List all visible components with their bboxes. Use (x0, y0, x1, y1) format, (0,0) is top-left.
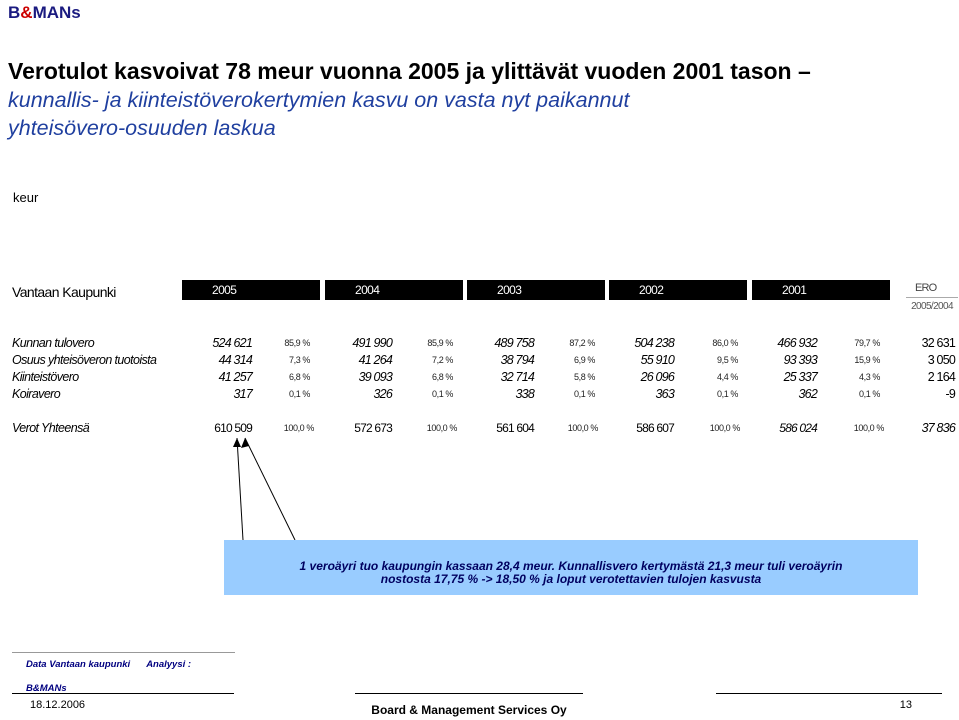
slide-subtitle-line1: kunnallis- ja kiinteistöverokertymien kasvu on vasta nyt paikannut (8, 88, 630, 112)
arrow-head (233, 438, 241, 447)
table-cell-pct: 5,8 % (573, 372, 595, 382)
year-header-2002: 2002 (609, 280, 747, 300)
total-cell-pct: 100,0 % (853, 423, 884, 433)
slide-subtitle-line2: yhteisövero-osuuden laskua (8, 116, 276, 140)
table-cell-pct: 4,3 % (858, 372, 880, 382)
total-cell: 610 509 (214, 421, 252, 435)
year-header-2004: 2004 (325, 280, 463, 300)
year-header-2005: 2005 (182, 280, 320, 300)
source-credits (12, 652, 235, 694)
total-cell-pct: 100,0 % (426, 423, 457, 433)
table-cell: 489 758 (494, 336, 534, 350)
total-cell-pct: 100,0 % (709, 423, 740, 433)
total-cell: 561 604 (496, 421, 534, 435)
info-callout (224, 540, 918, 595)
total-cell: 586 024 (779, 421, 817, 435)
table-cell-pct: 15,9 % (854, 355, 880, 365)
table-cell: 38 794 (500, 353, 534, 367)
row-label: Kunnan tulovero (12, 336, 95, 350)
diff-header: ERO (915, 282, 937, 294)
table-cell-pct: 4,4 % (716, 372, 738, 382)
row-label: Kiinteistövero (12, 370, 79, 384)
analysis-credit: Analyysi : B&MANs (26, 659, 192, 694)
table-cell-pct: 6,9 % (573, 355, 595, 365)
arrow-line (237, 438, 243, 540)
table-cell: 26 096 (640, 370, 674, 384)
table-cell-pct: 0,1 % (858, 389, 880, 399)
table-cell-pct: 0,1 % (573, 389, 595, 399)
total-row-label: Verot Yhteensä (12, 421, 90, 435)
total-cell-pct: 100,0 % (567, 423, 598, 433)
table-cell-pct: 9,5 % (716, 355, 738, 365)
table-cell-pct: 0,1 % (431, 389, 453, 399)
table-cell: 41 264 (358, 353, 392, 367)
year-header-2001: 2001 (752, 280, 890, 300)
table-cell-pct: 85,9 % (427, 338, 453, 348)
footer-page-box (716, 693, 942, 720)
table-cell-pct: 7,2 % (431, 355, 453, 365)
total-cell-pct: 100,0 % (283, 423, 314, 433)
table-cell-pct: 7,3 % (288, 355, 310, 365)
total-cell-diff: 37 836 (921, 421, 955, 435)
table-cell: 491 990 (352, 336, 392, 350)
table-cell-pct: 0,1 % (716, 389, 738, 399)
diff-subheader: 2005/2004 (906, 297, 958, 316)
table-cell: 466 932 (777, 336, 817, 350)
total-cell: 586 607 (636, 421, 674, 435)
data-source: Data Vantaan kaupunki (26, 659, 131, 670)
slide-title: Verotulot kasvoivat 78 meur vuonna 2005 ja ylittävät vuoden 2001 tason – (8, 58, 811, 84)
table-cell: 32 714 (500, 370, 534, 384)
page-number: 13 (899, 699, 912, 711)
table-cell-pct: 86,0 % (712, 338, 738, 348)
table-cell: 363 (655, 387, 674, 401)
table-cell-pct: 0,1 % (288, 389, 310, 399)
table-cell-pct: 79,7 % (854, 338, 880, 348)
footer-company-box (355, 693, 583, 720)
brand-logo: B&MANs (8, 3, 81, 22)
row-label: Koiravero (12, 387, 61, 401)
table-cell: 55 910 (640, 353, 674, 367)
table-cell-pct: 85,9 % (284, 338, 310, 348)
table-cell-pct: 6,8 % (431, 372, 453, 382)
callout-line1: 1 veroäyri tuo kaupungin kassaan 28,4 meur. Kunnallisvero kertymästä 21,3 meur tuli veroäyrin (299, 559, 843, 573)
table-cell: 362 (798, 387, 817, 401)
table-cell: 524 621 (212, 336, 252, 350)
table-cell-pct: 87,2 % (569, 338, 595, 348)
entity-label: Vantaan Kaupunki (12, 284, 116, 300)
table-cell: 39 093 (358, 370, 392, 384)
table-cell: 338 (515, 387, 534, 401)
table-cell-diff: 3 050 (927, 353, 955, 367)
year-header-2003: 2003 (467, 280, 605, 300)
footer-company: Board & Management Services Oy (371, 703, 567, 717)
unit-label: keur (13, 190, 39, 205)
table-cell-diff: 2 164 (927, 370, 955, 384)
table-cell: 44 314 (218, 353, 252, 367)
total-cell: 572 673 (354, 421, 392, 435)
table-cell-diff: 32 631 (921, 336, 955, 350)
table-cell: 25 337 (783, 370, 817, 384)
table-cell: 326 (373, 387, 392, 401)
table-cell: 504 238 (634, 336, 674, 350)
arrow-line (245, 438, 295, 540)
callout-line2: nostosta 17,75 % -> 18,50 % ja loput verotettavien tulojen kasvusta (380, 572, 762, 586)
table-cell: 317 (233, 387, 252, 401)
table-cell-pct: 6,8 % (288, 372, 310, 382)
footer-date-box (12, 693, 234, 720)
table-cell-diff: -9 (945, 387, 955, 401)
table-cell: 41 257 (218, 370, 252, 384)
table-cell: 93 393 (783, 353, 817, 367)
footer-date: 18.12.2006 (30, 699, 86, 711)
row-label: Osuus yhteisöveron tuotoista (12, 353, 157, 367)
